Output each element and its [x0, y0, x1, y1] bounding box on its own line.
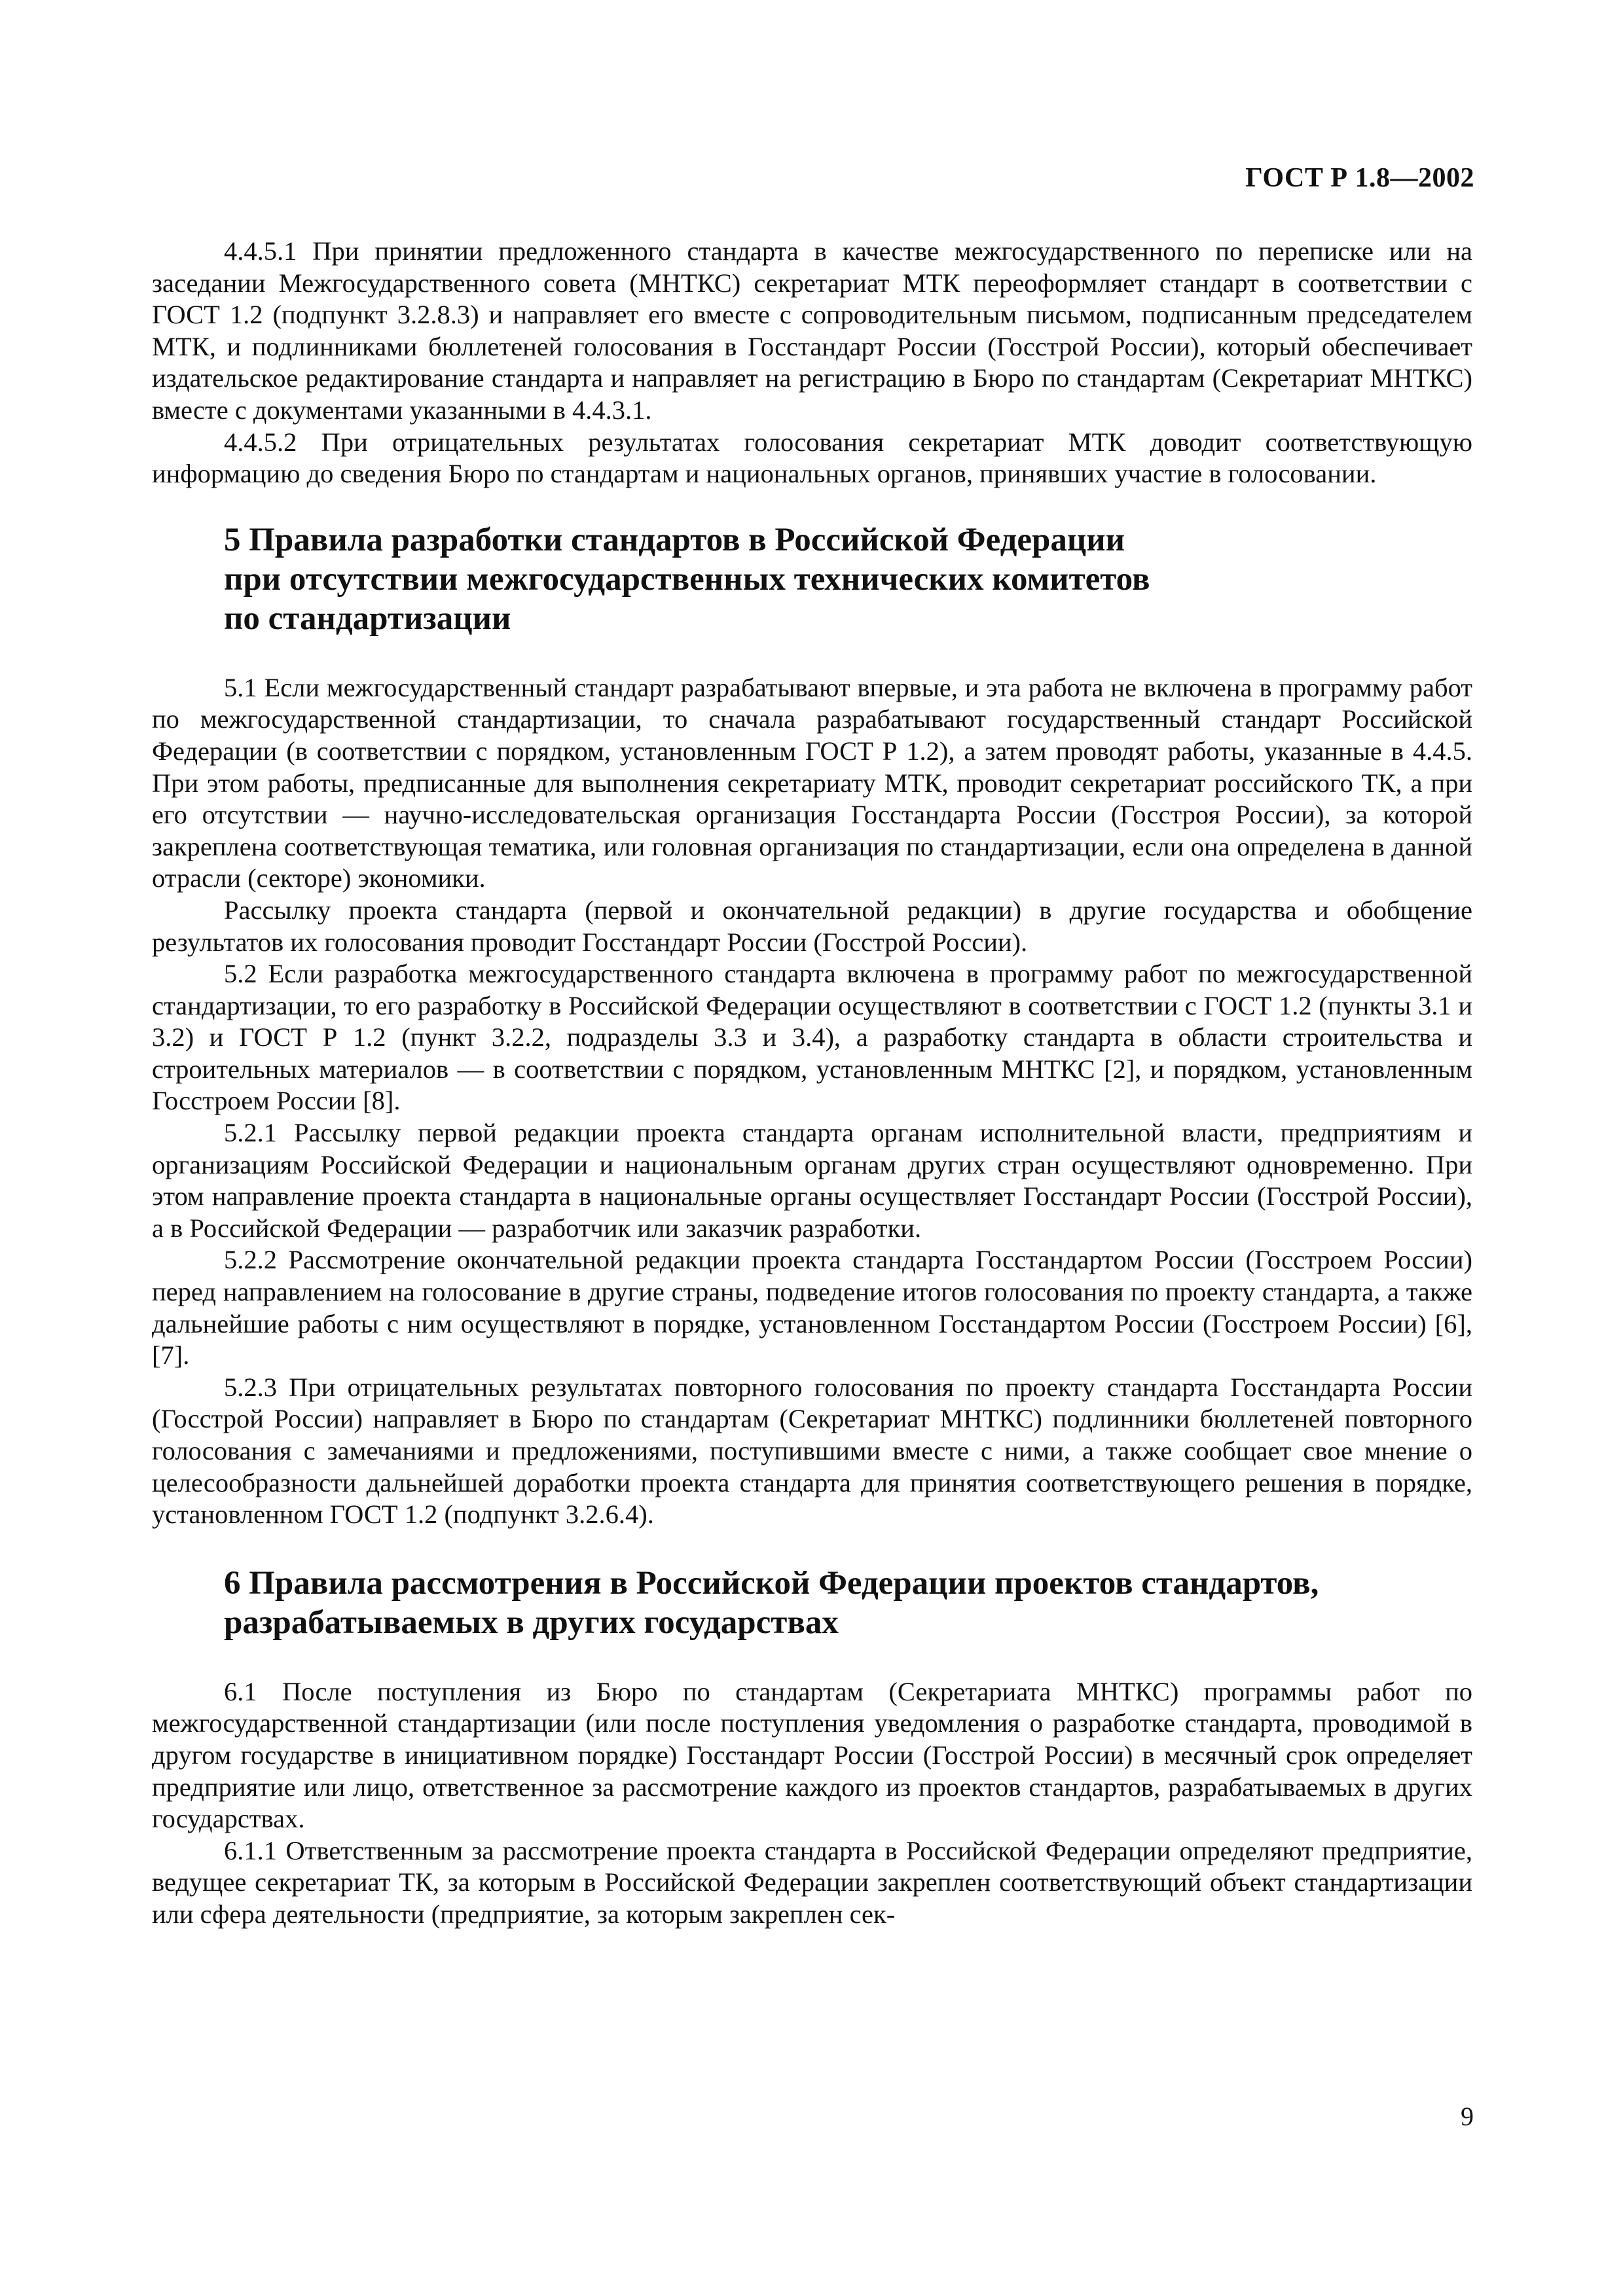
paragraph-6-1: 6.1 После поступления из Бюро по стандартам (Секретариата МНТКС) программы работ по межгосударственной стандартизации (или после поступления уведомления о разработке стандарта, проводимой в другом государстве в инициативном порядке) Госстандарт России (Госстрой России) в месячный срок определяет предприятие или лицо, ответственное за рассмотрение каждого из проектов стандартов, разрабатываемых в других государствах.	[152, 1676, 1472, 1834]
paragraph-6-1-1: 6.1.1 Ответственным за рассмотрение проекта стандарта в Российской Федерации определяют предприятие, ведущее секретариат ТК, за которым в Российской Федерации закреплен соответствующий объект стандартизации или сфера деятельности (предприятие, за которым закреплен сек-	[152, 1835, 1472, 1929]
section-5-heading-line: по стандартизации	[224, 600, 511, 637]
paragraph-5-1-mailing: Рассылку проекта стандарта (первой и окончательной редакции) в другие государства и обобщение результатов их голосования проводит Госстандарт России (Госстрой России).	[152, 895, 1472, 957]
paragraph-5-2-2: 5.2.2 Рассмотрение окончательной редакции проекта стандарта Госстандартом России (Госстроем России) перед направлением на голосование в другие страны, подведение итогов голосования по проекту стандарта, а также дальнейшие работы с ним осуществляют в порядке, установленном Госстандартом России (Госстроем России) [6], [7].	[152, 1245, 1472, 1371]
paragraph-5-1: 5.1 Если межгосударственный стандарт разрабатывают впервые, и эта работа не включена в программу работ по межгосударственной стандартизации, то сначала разрабатывают государственный стандарт Российской Федерации (в соответствии с порядком, установленным ГОСТ Р 1.2), а затем проводят работы, указанные в 4.4.5. При этом работы, предписанные для выполнения секретариату МТК, проводит секретариат российского ТК, а при его отсутствии — научно-исследовательская организация Госстандарта России (Госстроя России), за которой закреплена соответствующая тематика, или головная организация по стандартизации, если она определена в данной отрасли (секторе) экономики.	[152, 672, 1472, 893]
section-6-heading	[152, 1564, 1472, 1642]
section-6-heading-line: 6 Правила рассмотрения в Российской Федерации проектов стандартов,	[224, 1564, 1319, 1602]
paragraph-4-4-5-1: 4.4.5.1 При принятии предложенного стандарта в качестве межгосударственного по переписке или на заседании Межгосударственного совета (МНТКС) секретариат МТК переоформляет стандарт в соответствии с ГОСТ 1.2 (подпункт 3.2.8.3) и направляет его вместе с сопроводительным письмом, подписанным председателем МТК, и подлинниками бюллетеней голосования в Госстандарт России (Госстрой России), который обеспечивает издательское редактирование стандарта и направляет на регистрацию в Бюро по стандартам (Секретариат МНТКС) вместе с документами указанными в 4.4.3.1.	[152, 236, 1472, 425]
section-5-heading-line: при отсутствии межгосударственных технических комитетов	[224, 560, 1150, 598]
paragraph-5-2-1: 5.2.1 Рассылку первой редакции проекта стандарта органам исполнительной власти, предприятиям и организациям Российской Федерации и национальным органам других стран осуществляют одновременно. При этом направление проекта стандарта в национальные органы осуществляет Госстандарт России (Госстрой России), а в Российской Федерации — разработчик или заказчик разработки.	[152, 1118, 1472, 1243]
paragraph-5-2-3: 5.2.3 При отрицательных результатах повторного голосования по проекту стандарта Госстандарта России (Госстрой России) направляет в Бюро по стандартам (Секретариат МНТКС) подлинники бюллетеней повторного голосования с замечаниями и предложениями, поступившими вместе с ними, а также сообщает свое мнение о целесообразности дальнейшей доработки проекта стандарта для принятия соответствующего решения в порядке, установленном ГОСТ 1.2 (подпункт 3.2.6.4).	[152, 1372, 1472, 1530]
section-5-heading	[152, 520, 1472, 638]
section-6-heading-line: разрабатываемых в других государствах	[224, 1604, 839, 1641]
page-content	[152, 236, 1472, 1931]
section-5-heading-line: 5 Правила разработки стандартов в Российской Федерации	[224, 521, 1125, 558]
standard-code-header: ГОСТ Р 1.8—2002	[1245, 163, 1474, 193]
paragraph-4-4-5-2: 4.4.5.2 При отрицательных результатах голосования секретариат МТК доводит соответствующую информацию до сведения Бюро по стандартам и национальных органов, принявших участие в голосовании.	[152, 427, 1472, 489]
page-number: 9	[1461, 2102, 1474, 2131]
paragraph-5-2: 5.2 Если разработка межгосударственного стандарта включена в программу работ по межгосударственной стандартизации, то его разработку в Российской Федерации осуществляют в соответствии с ГОСТ 1.2 (пункты 3.1 и 3.2) и ГОСТ Р 1.2 (пункт 3.2.2, подразделы 3.3 и 3.4), а разработку стандарта в области строительства и строительных материалов — в соответствии с порядком, установленным МНТКС [2], и порядком, установленным Госстроем России [8].	[152, 959, 1472, 1116]
